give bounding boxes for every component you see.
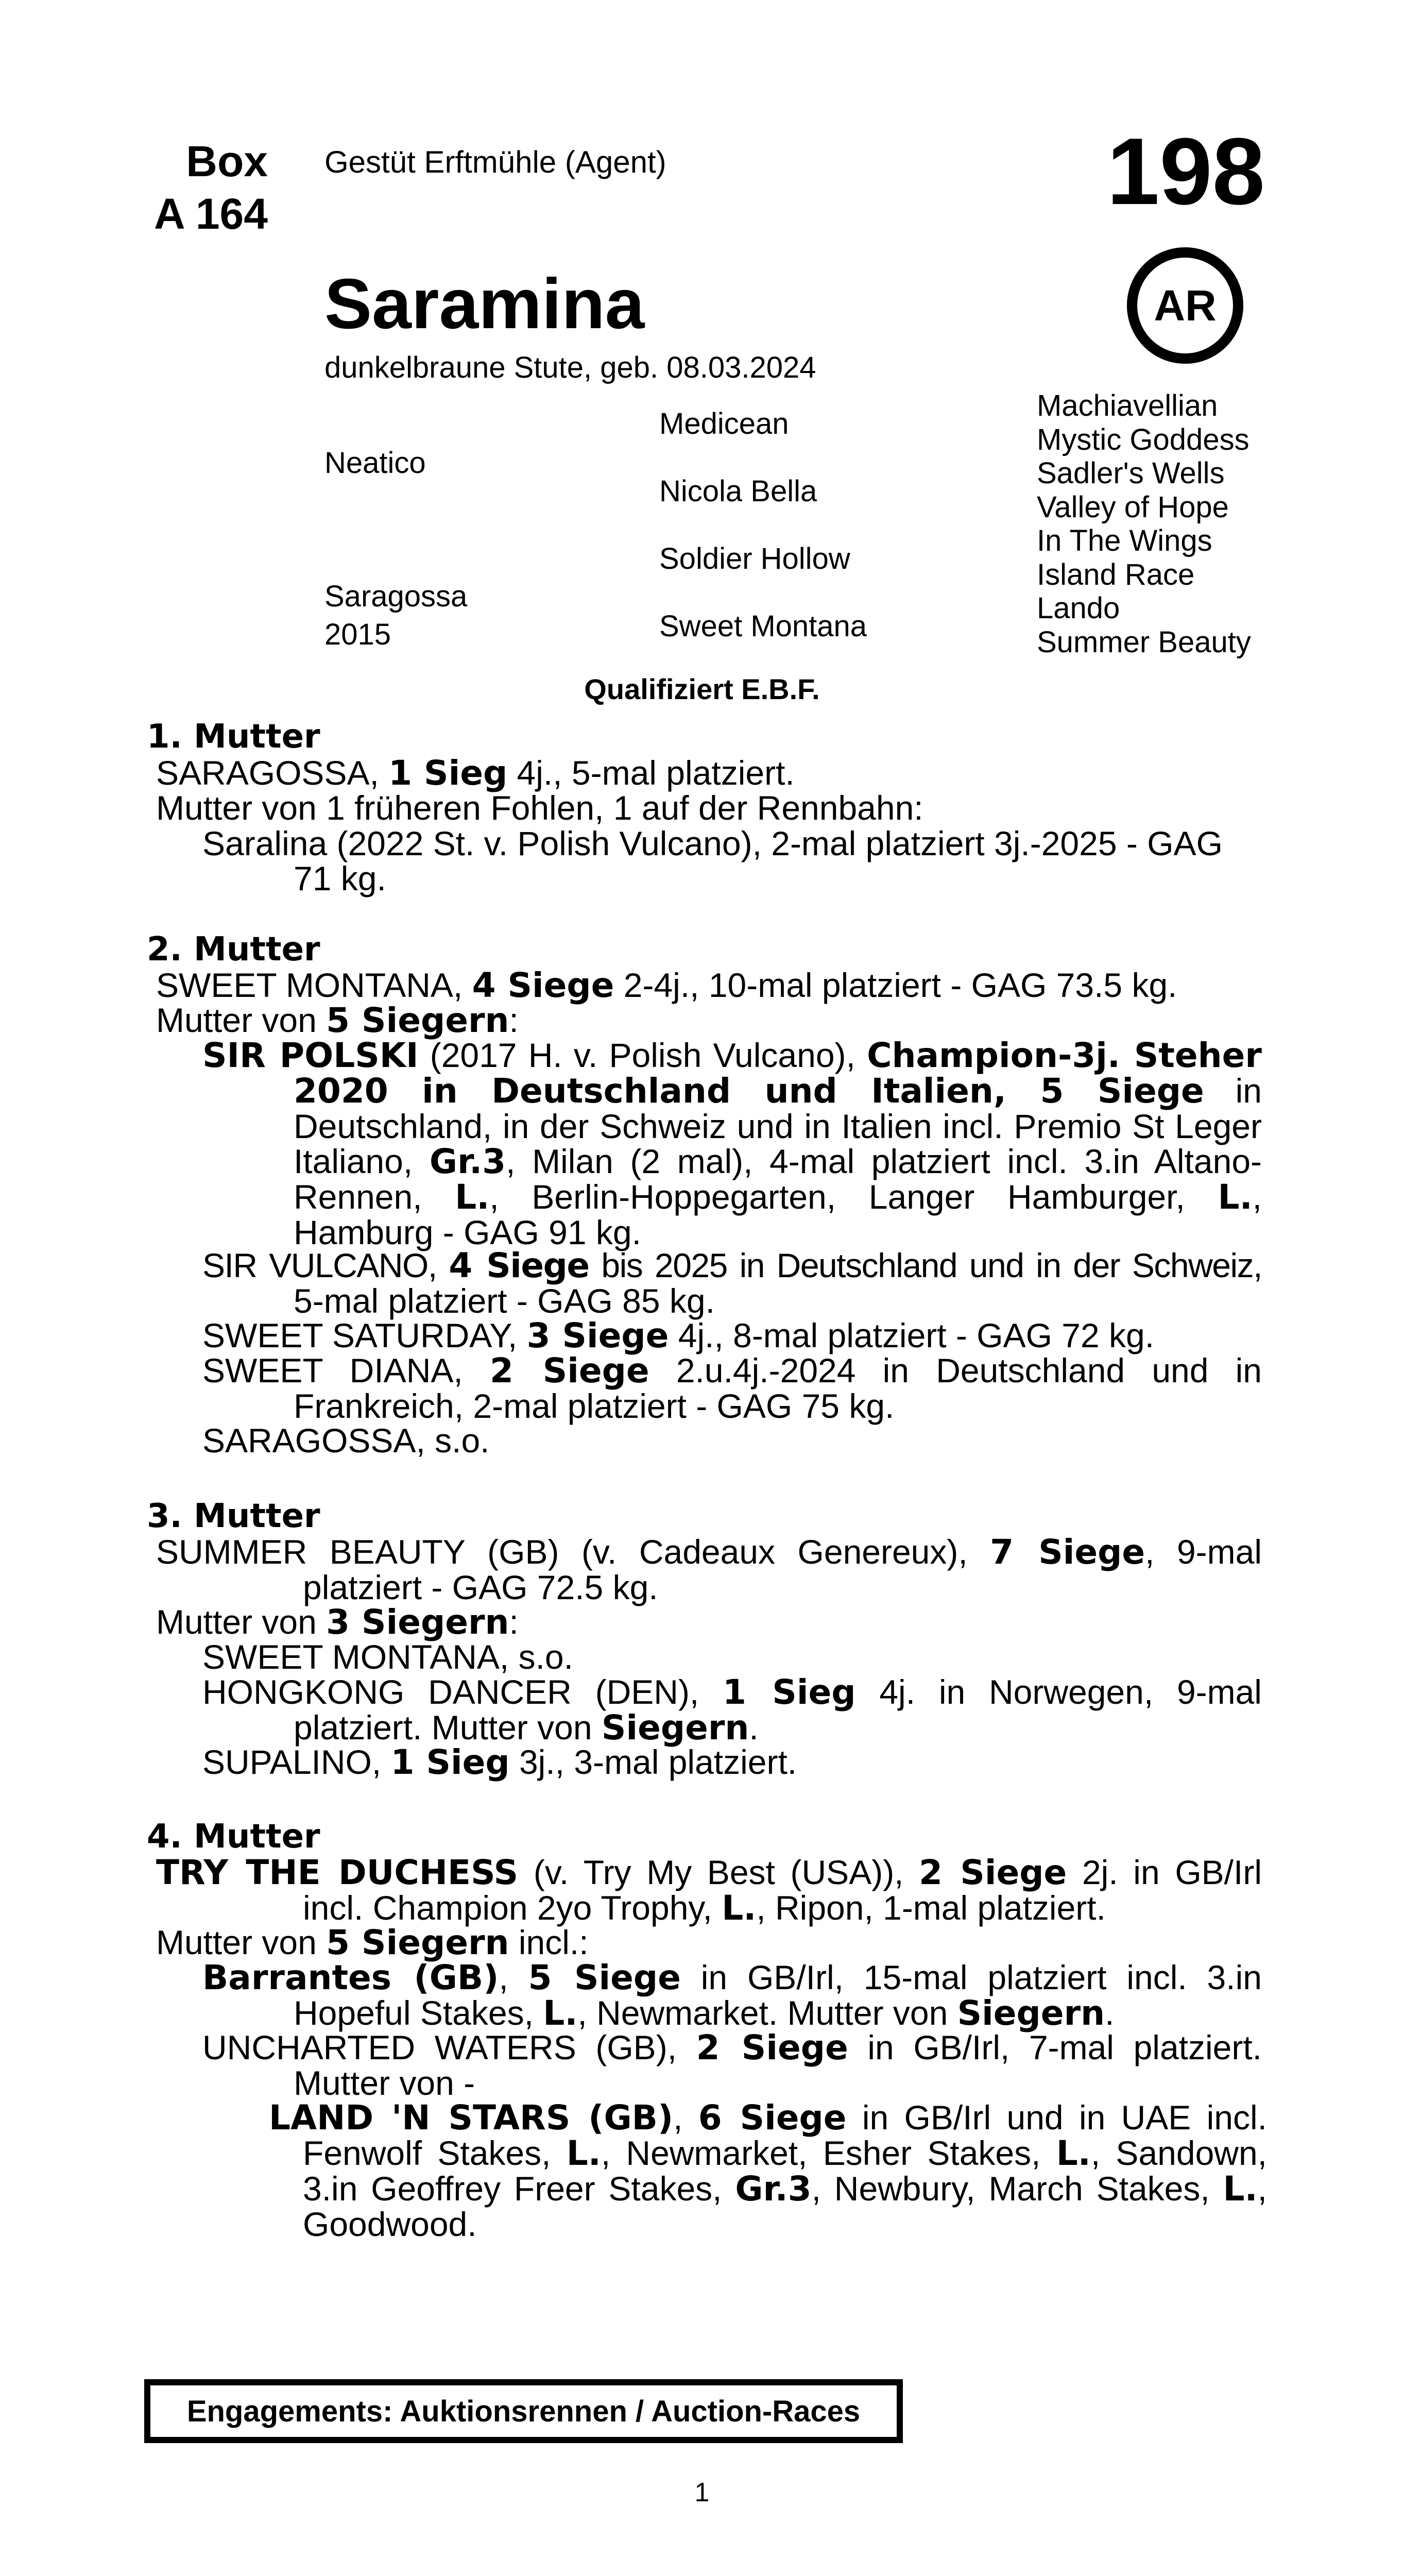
dam-line: SUMMER BEAUTY (GB) (v. Cadeaux Genereux), 7 Siege, 9-mal platziert - GAG 72.5 kg. xyxy=(156,1532,1262,1606)
section-heading: 4. Mutter xyxy=(147,1818,320,1856)
produce-summary: Mutter von 3 Siegern: xyxy=(156,1602,519,1642)
pedigree-great-grandparents xyxy=(1037,389,1251,659)
offspring-entry: HONGKONG DANCER (DEN), 1 Sieg 4j. in Norwegen, 9-mal platziert. Mutter von Siegern. xyxy=(202,1672,1262,1748)
dam-line: SARAGOSSA, 1 Sieg 4j., 5-mal platziert. xyxy=(156,753,795,793)
pedigree-dam: Saragossa xyxy=(324,580,468,613)
pedigree-great-grandparent: Summer Beauty xyxy=(1037,625,1251,659)
pedigree-great-grandparent: Mystic Goddess xyxy=(1037,422,1249,456)
lot-number: 198 xyxy=(1107,118,1265,224)
dam-line: SWEET MONTANA, 4 Siege 2-4j., 10-mal platziert - GAG 73.5 kg. xyxy=(156,965,1177,1005)
offspring-entry: SIR POLSKI (2017 H. v. Polish Vulcano), Champion-3j. Steher 2020 in Deutschland und Italien, 5 Siege in Deutschland, in der Schweiz und in Italien incl. Premio St Leger Italiano, Gr.3, Milan (2 mal), 4-mal platziert incl. 3.in Altano- Rennen, L., Berlin-Hoppegarten, Langer Hamburger, L., Hamburg - GAG 91 kg. xyxy=(202,1036,1262,1251)
grand-offspring-entry: LAND 'N STARS (GB), 6 Siege in GB/Irl und in UAE incl. Fenwolf Stakes, L., Newmarket, Esher Stakes, L., Sandown, 3.in Geoffrey Freer Stakes, Gr.3, Newbury, March Stakes, L., Goodwood. xyxy=(269,2098,1267,2243)
offspring-entry: SWEET DIANA, 2 Siege 2.u.4j.-2024 in Deutschland und in Frankreich, 2-mal platziert - GAG 75 kg. xyxy=(202,1351,1262,1425)
section-heading: 1. Mutter xyxy=(147,718,320,756)
offspring-entry: Saralina (2022 St. v. Polish Vulcano), 2-mal platziert 3j.-2025 - GAG xyxy=(202,824,1223,862)
pedigree-great-grandparent: Lando xyxy=(1037,591,1120,625)
pedigree-great-grandparent: Machiavellian xyxy=(1037,389,1218,422)
pedigree-great-grandparent: Sadler's Wells xyxy=(1037,456,1225,490)
section-heading: 3. Mutter xyxy=(147,1497,320,1535)
section-heading: 2. Mutter xyxy=(147,930,320,969)
box-number: A 164 xyxy=(153,190,268,238)
box-word: Box xyxy=(186,137,268,185)
pedigree-sire: Neatico xyxy=(324,446,426,480)
produce-summary: Mutter von 5 Siegern: xyxy=(156,1001,519,1040)
qualification-note: Qualifiziert E.B.F. xyxy=(584,673,820,705)
dam-line: TRY THE DUCHESS (v. Try My Best (USA)), 2 Siege 2j. in GB/Irl incl. Champion 2yo Trophy, L., Ripon, 1-mal platziert. xyxy=(156,1853,1262,1928)
offspring-entry-cont: 71 kg. xyxy=(294,859,386,897)
ar-badge-icon: AR xyxy=(1127,247,1243,364)
pedigree-great-grandparent: Valley of Hope xyxy=(1037,490,1229,524)
offspring-entry: SWEET MONTANA, s.o. xyxy=(202,1638,573,1676)
pedigree-great-grandparent: In The Wings xyxy=(1037,524,1212,557)
horse-description: dunkelbraune Stute, geb. 08.03.2024 xyxy=(324,351,816,384)
offspring-entry: SUPALINO, 1 Sieg 3j., 3-mal platziert. xyxy=(202,1742,797,1782)
pedigree-dam-year: 2015 xyxy=(324,618,391,651)
pedigree-grandparent: Sweet Montana xyxy=(659,609,867,643)
box-label xyxy=(154,135,268,240)
pedigree-grandparent: Soldier Hollow xyxy=(659,542,850,575)
engagements-box: Engagements: Auktionsrennen / Auction-Races xyxy=(144,2379,903,2443)
horse-name: Saramina xyxy=(324,264,645,344)
offspring-entry: Barrantes (GB), 5 Siege in GB/Irl, 15-mal platziert incl. 3.in Hopeful Stakes, L., Newmarket. Mutter von Siegern. xyxy=(202,1958,1262,2033)
produce-summary: Mutter von 5 Siegern incl.: xyxy=(156,1923,589,1962)
pedigree-grandparent: Nicola Bella xyxy=(659,474,817,508)
produce-summary: Mutter von 1 früheren Fohlen, 1 auf der Rennbahn: xyxy=(156,789,923,827)
pedigree-grandparent: Medicean xyxy=(659,407,789,440)
offspring-entry: SARAGOSSA, s.o. xyxy=(202,1421,490,1460)
pedigree-great-grandparent: Island Race xyxy=(1037,557,1195,591)
page-number: 1 xyxy=(694,2478,710,2507)
offspring-entry: SIR VULCANO, 4 Siege bis 2025 in Deutschland und in der Schweiz, 5-mal platziert - GAG 85 kg. xyxy=(202,1246,1262,1320)
offspring-entry: SWEET SATURDAY, 3 Siege 4j., 8-mal platziert - GAG 72 kg. xyxy=(202,1316,1155,1355)
offspring-entry: UNCHARTED WATERS (GB), 2 Siege in GB/Irl, 7-mal platziert. Mutter von - xyxy=(202,2028,1262,2102)
consignor-agent: Gestüt Erftmühle (Agent) xyxy=(324,145,666,179)
